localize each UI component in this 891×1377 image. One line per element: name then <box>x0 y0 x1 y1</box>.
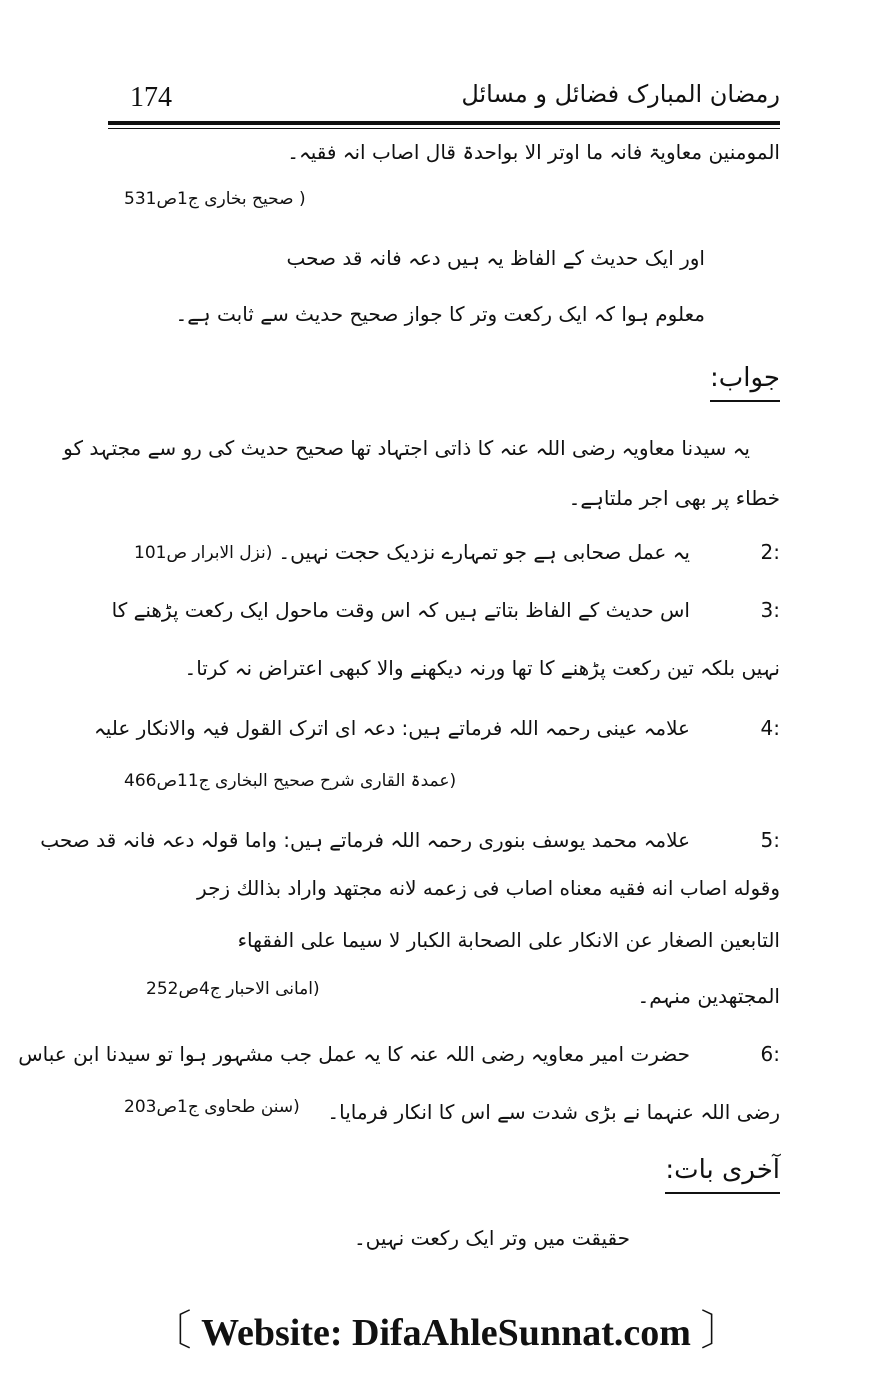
section-heading-answer: جواب: <box>710 360 780 402</box>
paragraph-line: نہیں بلکہ تین رکعت پڑھنے کا تھا ورنہ دیکھنے والا کبھی اعتراض نہ کرتا۔ <box>184 656 780 680</box>
book-title: رمضان المبارک فضائل و مسائل <box>461 80 780 108</box>
citation: (امانی الاحبار ج4ص252 <box>146 979 320 999</box>
website-label: Website: DifaAhleSunnat.com <box>201 1312 691 1354</box>
numbered-item <box>93 710 780 750</box>
item-number: 3: <box>760 598 780 622</box>
website-footer <box>108 1302 784 1362</box>
item-number: 6: <box>760 1042 780 1066</box>
citation: (عمدۃ القاری شرح صحیح البخاری ج11ص466 <box>124 771 457 791</box>
header-rule <box>108 121 780 125</box>
arabic-line: وقوله اصاب انه فقيه معناه اصاب فی زعمه لانه مجتهد واراد بذالك زجر <box>197 876 780 900</box>
numbered-item <box>110 592 780 632</box>
citation: (نزل الابرار ص101 <box>134 543 273 563</box>
page-header <box>108 78 780 118</box>
arabic-line: التابعين الصغار عن الانكار على الصحابة الكبار لا سيما على الفقهاء <box>237 928 780 952</box>
item-text: یہ عمل صحابی ہے جو تمہارے نزدیک حجت نہیں۔ <box>278 540 690 564</box>
text-line: اور ایک حدیث کے الفاظ یہ ہیں دعہ فانہ قد صحب <box>286 246 705 270</box>
text-line: المومنین معاویۃ فانہ ما اوتر الا بواحدۃ قال اصاب انہ فقیہ۔ <box>287 140 780 164</box>
item-text: حضرت امیر معاویہ رضی اللہ عنہ کا یہ عمل جب مشہور ہوا تو سیدنا ابن عباس <box>18 1042 690 1066</box>
paragraph-line: حقیقت میں وتر ایک رکعت نہیں۔ <box>353 1226 630 1250</box>
item-number: 5: <box>760 828 780 852</box>
page-number: 174 <box>130 82 172 113</box>
paragraph-line: یہ سیدنا معاویہ رضی اللہ عنہ کا ذاتی اجتہاد تھا صحیح حدیث کی رو سے مجتہد کو <box>63 436 750 460</box>
paragraph-line: رضی اللہ عنہما نے بڑی شدت سے اس کا انکار فرمایا۔ <box>327 1100 780 1124</box>
numbered-item <box>18 1036 780 1076</box>
footer-bracket-left: 〔 <box>149 1309 192 1355</box>
text-line: معلوم ہوا کہ ایک رکعت وتر کا جواز صحیح حدیث سے ثابت ہے۔ <box>175 302 705 326</box>
header-rule-thin <box>108 128 780 129</box>
item-text: اس حدیث کے الفاظ بتاتے ہیں کہ اس وقت ماحول ایک رکعت پڑھنے کا <box>111 598 690 622</box>
paragraph-line: خطاء پر بھی اجر ملتاہے۔ <box>568 486 780 510</box>
item-number: 2: <box>760 540 780 564</box>
citation: ( صحیح بخاری ج1ص531 <box>124 189 306 209</box>
section-heading-last-word: آخری بات: <box>665 1152 780 1194</box>
citation: (سنن طحاوی ج1ص203 <box>124 1097 300 1117</box>
paragraph-line: المجتهدین منہم۔ <box>637 984 780 1008</box>
footer-bracket-right: 〕 <box>700 1309 743 1355</box>
item-number: 4: <box>760 716 780 740</box>
item-text: علامہ محمد یوسف بنوری رحمہ اللہ فرماتے ہیں: واما قولہ دعہ فانہ قد صحب <box>40 828 690 852</box>
numbered-item <box>40 822 780 862</box>
item-text: علامہ عینی رحمہ اللہ فرماتے ہیں: دعہ ای اترک القول فیہ والانکار علیہ <box>93 716 690 740</box>
